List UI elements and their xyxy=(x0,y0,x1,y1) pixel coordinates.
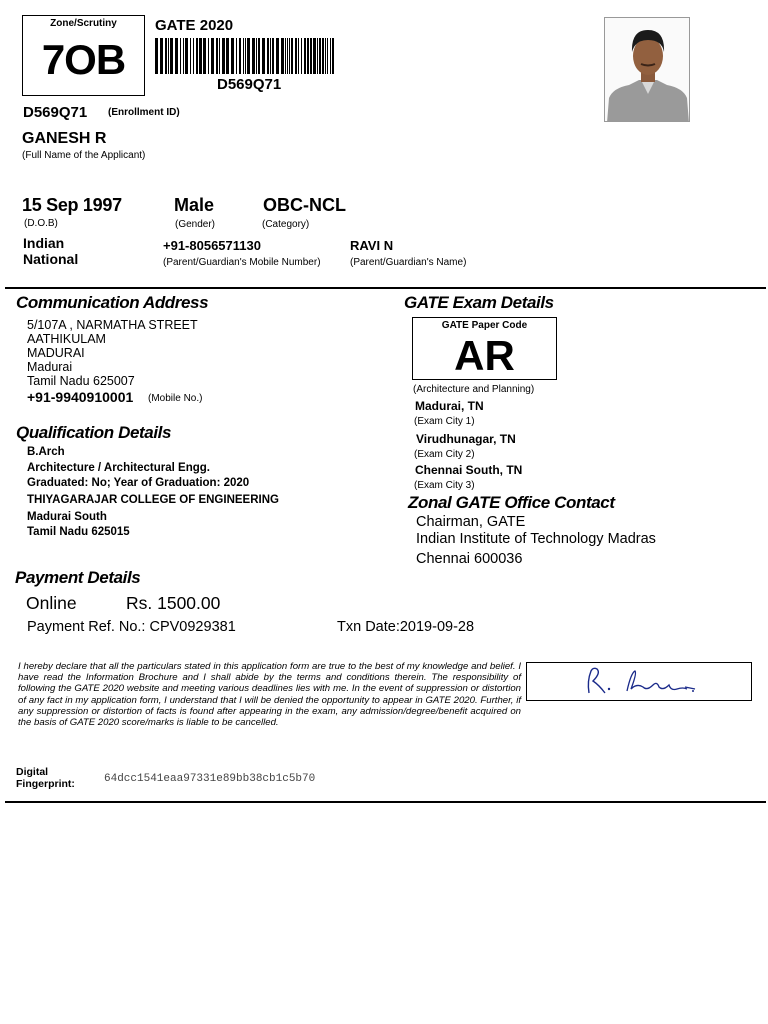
applicant-name-label: (Full Name of the Applicant) xyxy=(22,150,146,161)
fingerprint-value: 64dcc1541eaa97331e89bb38cb1c5b70 xyxy=(104,773,316,785)
payment-ref: Payment Ref. No.: CPV0929381 xyxy=(27,619,236,635)
section-divider-top xyxy=(5,287,766,289)
zonal-office-line-3: Chennai 600036 xyxy=(416,551,523,567)
exam-title: GATE 2020 xyxy=(155,17,234,34)
parent-name-label: (Parent/Guardian's Name) xyxy=(350,257,467,268)
qualification-city: Madurai South xyxy=(27,511,107,523)
exam-city-3: Chennai South, TN xyxy=(415,463,523,477)
fingerprint-label-line1: Digital xyxy=(16,766,49,778)
applicant-photo xyxy=(604,17,690,122)
qualification-discipline: Architecture / Architectural Engg. xyxy=(27,462,210,474)
zone-scrutiny-box xyxy=(22,15,145,96)
exam-city-3-label: (Exam City 3) xyxy=(414,480,475,491)
fingerprint-label-line2: Fingerprint: xyxy=(16,778,75,790)
section-divider-bottom xyxy=(5,801,766,803)
applicant-name: GANESH R xyxy=(22,130,107,147)
payment-heading: Payment Details xyxy=(15,568,141,587)
gender-value: Male xyxy=(174,195,215,215)
paper-code-label: GATE Paper Code xyxy=(441,320,528,331)
signature-box xyxy=(526,662,752,701)
qualification-heading: Qualification Details xyxy=(16,423,172,442)
zone-label: Zone/Scrutiny xyxy=(50,18,117,29)
paper-name: (Architecture and Planning) xyxy=(413,384,535,395)
zonal-office-line-2: Indian Institute of Technology Madras xyxy=(416,531,656,547)
mobile-label: (Mobile No.) xyxy=(148,393,203,404)
parent-mobile-label: (Parent/Guardian's Mobile Number) xyxy=(163,257,321,268)
parent-mobile: +91-8056571130 xyxy=(163,238,261,253)
exam-city-1-label: (Exam City 1) xyxy=(414,416,475,427)
zone-value: 7OB xyxy=(41,36,126,83)
dob-label: (D.O.B) xyxy=(24,218,58,229)
qualification-college: THIYAGARAJAR COLLEGE OF ENGINEERING xyxy=(27,494,279,506)
txn-date: Txn Date:2019-09-28 xyxy=(337,619,475,635)
declaration-text: I hereby declare that all the particulars stated in this application form are true to the best of my knowledge and belief. I have read the Information Brochure and I shall abide by the terms and conditions therein. The responsibility of following the GATE 2020 website and meeting various deadlines lies with me. In the event of suppression or distortion of any fact in my application form, I understand that I will be denied the opportunity to appear in GATE 2020. Further, if any suppression or distortion of facts is found after appearing in the exam, any admission/degree/benefit acquired on the basis of GATE 2020 score/marks is liable to be cancelled. xyxy=(18,661,521,729)
mobile-number: +91-9940910001 xyxy=(27,389,134,405)
address-line-2: AATHIKULAM xyxy=(27,332,106,346)
barcode xyxy=(155,38,335,74)
exam-city-2: Virudhunagar, TN xyxy=(416,432,516,446)
address-line-5: Tamil Nadu 625007 xyxy=(27,374,135,388)
address-line-3: MADURAI xyxy=(27,346,85,360)
nationality-line1: Indian xyxy=(23,235,65,251)
qualification-state: Tamil Nadu 625015 xyxy=(27,526,130,538)
exam-city-1: Madurai, TN xyxy=(415,399,484,413)
enrollment-id: D569Q71 xyxy=(23,104,88,121)
paper-code-box xyxy=(412,317,557,380)
address-line-4: Madurai xyxy=(27,360,73,374)
payment-mode: Online xyxy=(26,593,77,613)
paper-code: AR xyxy=(454,332,515,379)
signature-image xyxy=(527,663,751,700)
qualification-degree: B.Arch xyxy=(27,446,65,458)
zonal-office-heading: Zonal GATE Office Contact xyxy=(408,493,615,512)
payment-amount: Rs. 1500.00 xyxy=(126,593,221,613)
parent-name: RAVI N xyxy=(350,238,394,253)
dob-value: 15 Sep 1997 xyxy=(22,195,122,215)
exam-city-2-label: (Exam City 2) xyxy=(414,449,475,460)
category-value: OBC-NCL xyxy=(263,195,346,215)
gender-label: (Gender) xyxy=(175,219,216,230)
zonal-office-line-1: Chairman, GATE xyxy=(416,514,526,530)
enrollment-id-label: (Enrollment ID) xyxy=(108,107,180,118)
exam-details-heading: GATE Exam Details xyxy=(404,293,554,312)
nationality-line2: National xyxy=(23,251,79,267)
communication-heading: Communication Address xyxy=(16,293,209,312)
barcode-text: D569Q71 xyxy=(217,76,282,93)
qualification-graduation: Graduated: No; Year of Graduation: 2020 xyxy=(27,477,250,489)
category-label: (Category) xyxy=(262,219,310,230)
address-line-1: 5/107A , NARMATHA STREET xyxy=(27,318,198,332)
